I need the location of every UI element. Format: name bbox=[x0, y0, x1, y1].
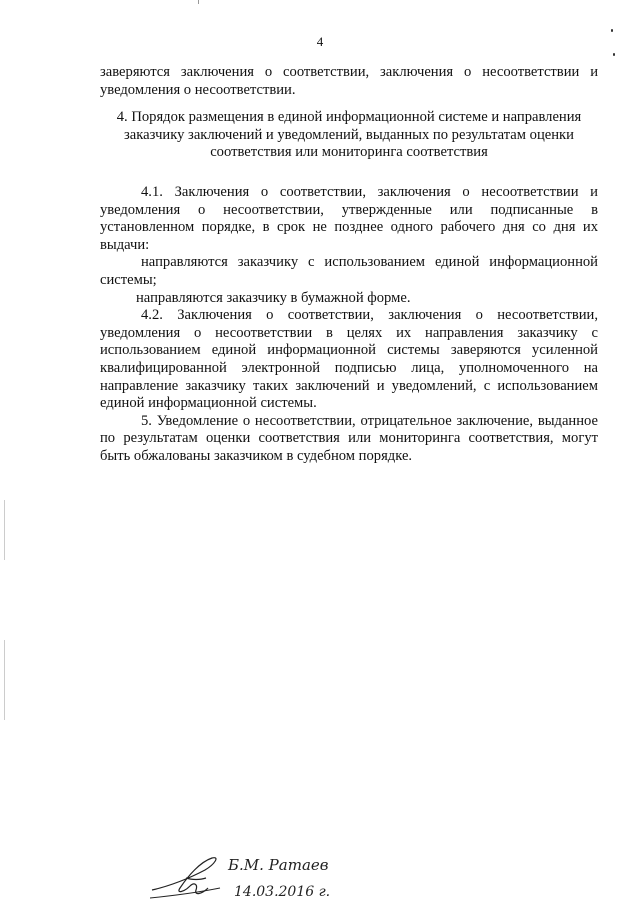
section-heading-line-3: соответствия или мониторинга соответствия bbox=[210, 144, 488, 161]
signature-name: Б.М. Ратаев bbox=[228, 856, 329, 874]
paragraph-4-1: 4.1. Заключения о соответствии, заключения о несоответствии и уведомления о несоответствии, утвержденные или подписанные в установленном порядке, в срок не позднее одного рабочего дня со дня их выдачи: bbox=[100, 183, 598, 253]
section-heading-line-1: 4. Порядок размещения в единой информационной системе и направления bbox=[116, 109, 582, 126]
paragraph-5: 5. Уведомление о несоответствии, отрицательное заключение, выданное по результатам оценки соответствия или мониторинга соответствия, могут быть обжалованы заказчиком в судебном порядке. bbox=[100, 412, 598, 464]
document-body bbox=[100, 64, 598, 465]
scan-mark-left-2 bbox=[4, 640, 5, 720]
signature-date: 14.03.2016 г. bbox=[234, 884, 331, 900]
paragraph-4-1-item-a: направляются заказчику с использованием единой информационной системы; bbox=[100, 254, 598, 288]
paragraph-4-2: 4.2. Заключения о соответствии, заключения о несоответствии, уведомления о несоответствии в целях их направления заказчику с использованием единой информационной системы заверяются усиленной квалифицированной электронной подписью лица, уполномоченного на направление заказчику таких заключений и уведомлений, с использованием единой информационной системы. bbox=[100, 307, 598, 412]
section-heading-line-2: заказчику заключений и уведомлений, выданных по результатам оценки bbox=[124, 126, 574, 143]
paragraph-4-1-item-b: направляются заказчику в бумажной форме. bbox=[136, 289, 411, 306]
scan-mark-top bbox=[198, 0, 199, 4]
section-heading bbox=[100, 109, 598, 162]
intro-paragraph: заверяются заключения о соответствии, заключения о несоответствии и уведомления о несоответствии. bbox=[100, 64, 598, 98]
page-number: 4 bbox=[316, 34, 324, 49]
scan-dot-right-2 bbox=[613, 53, 615, 56]
scan-dot-right-1 bbox=[611, 29, 613, 32]
handwritten-signature bbox=[150, 848, 380, 903]
scan-mark-left-1 bbox=[4, 500, 5, 560]
